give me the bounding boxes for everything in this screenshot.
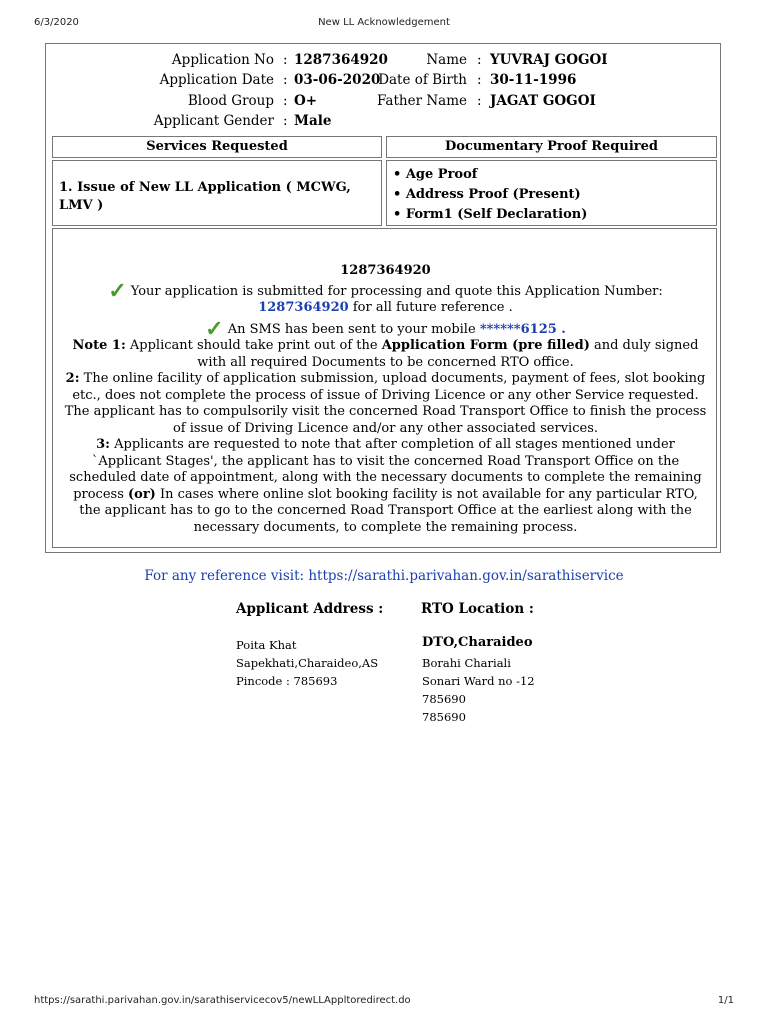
colon: : bbox=[477, 72, 482, 88]
doc-item: • Age Proof bbox=[393, 167, 478, 182]
docs-header: Documentary Proof Required bbox=[386, 136, 717, 158]
message-box bbox=[52, 228, 717, 548]
submitted-message: ✓ Your application is submitted for processing and quote this Application Number: 1287364920 for all future reference . bbox=[108, 277, 663, 315]
application-number-heading: 1287364920 bbox=[340, 263, 431, 278]
address-line: Poita Khat bbox=[236, 638, 297, 652]
docs-cell bbox=[386, 160, 717, 226]
page-number: 1/1 bbox=[717, 995, 734, 1006]
print-date: 6/3/2020 bbox=[34, 17, 79, 28]
applicant-info bbox=[50, 47, 716, 133]
colon: : bbox=[477, 93, 482, 109]
print-url: https://sarathi.parivahan.gov.in/sarathiservicecov5/newLLAppltoredirect.do bbox=[34, 995, 411, 1006]
service-text: 1. Issue of New LL Application ( MCWG, LMV ) bbox=[59, 180, 351, 213]
blood-group-value: O+ bbox=[294, 93, 318, 109]
father-name-label: Father Name bbox=[376, 93, 467, 109]
rto-line: 785690 bbox=[422, 692, 466, 706]
info-row-3 bbox=[50, 91, 716, 111]
rto-line: 785690 bbox=[422, 710, 466, 724]
rto-location bbox=[422, 634, 535, 726]
application-date-label: Application Date bbox=[159, 72, 274, 88]
print-title: New LL Acknowledgement bbox=[318, 17, 450, 28]
colon: : bbox=[283, 52, 288, 68]
address-line: Sapekhati,Charaideo,AS bbox=[236, 656, 379, 670]
colon: : bbox=[477, 52, 482, 68]
applicant-address bbox=[236, 636, 378, 690]
application-number-link: 1287364920 bbox=[258, 300, 349, 315]
note-1: Note 1: Applicant should take print out of the Application Form (pre filled) and duly signed with all required Documents to be concerned RTO office. bbox=[72, 338, 699, 370]
application-no-label: Application No bbox=[171, 52, 274, 68]
colon: : bbox=[283, 113, 288, 129]
application-date-value: 03-06-2020 bbox=[294, 72, 381, 88]
service-cell bbox=[52, 160, 382, 226]
colon: : bbox=[283, 72, 288, 88]
rto-line: Sonari Ward no -12 bbox=[422, 674, 535, 688]
dob-label: Date of Birth bbox=[378, 72, 467, 88]
message-content bbox=[61, 263, 710, 536]
application-no-value: 1287364920 bbox=[294, 52, 388, 68]
father-name-value: JAGAT GOGOI bbox=[490, 93, 596, 109]
applicant-address-heading: Applicant Address : bbox=[236, 601, 384, 617]
info-row-2 bbox=[50, 70, 716, 90]
note-2: 2: The online facility of application submission, upload documents, payment of fees, slot booking etc., does not complete the process of issue of Driving Licence or any other Service requested. The applicant has to compulsorily visit the concerned Road Transport Office to finish the process of issue of Driving Licence and/or any other associated services. bbox=[64, 371, 707, 436]
sms-message: ✓ An SMS has been sent to your mobile ******6125 . bbox=[205, 315, 566, 342]
name-value: YUVRAJ GOGOI bbox=[490, 52, 608, 68]
doc-item: • Address Proof (Present) bbox=[393, 187, 581, 202]
info-row-4 bbox=[50, 111, 716, 131]
checkmark-icon: ✓ bbox=[108, 277, 127, 304]
rto-name: DTO,Charaideo bbox=[422, 635, 533, 650]
reference-link[interactable]: For any reference visit: https://sarathi.parivahan.gov.in/sarathiservice bbox=[144, 568, 624, 584]
docs-list bbox=[393, 165, 587, 225]
mobile-number: ******6125 . bbox=[479, 321, 566, 337]
info-row-1 bbox=[50, 50, 716, 70]
rto-location-heading: RTO Location : bbox=[421, 601, 534, 617]
doc-item: • Form1 (Self Declaration) bbox=[393, 207, 588, 222]
services-header: Services Requested bbox=[52, 136, 382, 158]
gender-label: Applicant Gender bbox=[153, 113, 274, 129]
acknowledgement-form bbox=[45, 43, 721, 553]
gender-value: Male bbox=[294, 113, 332, 129]
name-label: Name bbox=[426, 52, 467, 68]
blood-group-label: Blood Group bbox=[187, 93, 274, 109]
address-line: Pincode : 785693 bbox=[236, 674, 338, 688]
note-3: 3: Applicants are requested to note that after completion of all stages mentioned under `Applicant Stages', the applicant has to visit the concerned Road Transport Office on the scheduled date of appointment, along with the necessary documents to complete the remaining process (or) In cases where online slot booking facility is not available for any particular RTO, the applicant has to go to the concerned Road Transport Office at the earliest along with the necessary documents, to complete the remaining process. bbox=[69, 437, 702, 535]
colon: : bbox=[283, 93, 288, 109]
dob-value: 30-11-1996 bbox=[490, 72, 577, 88]
checkmark-icon: ✓ bbox=[205, 315, 224, 342]
rto-line: Borahi Chariali bbox=[422, 656, 511, 670]
